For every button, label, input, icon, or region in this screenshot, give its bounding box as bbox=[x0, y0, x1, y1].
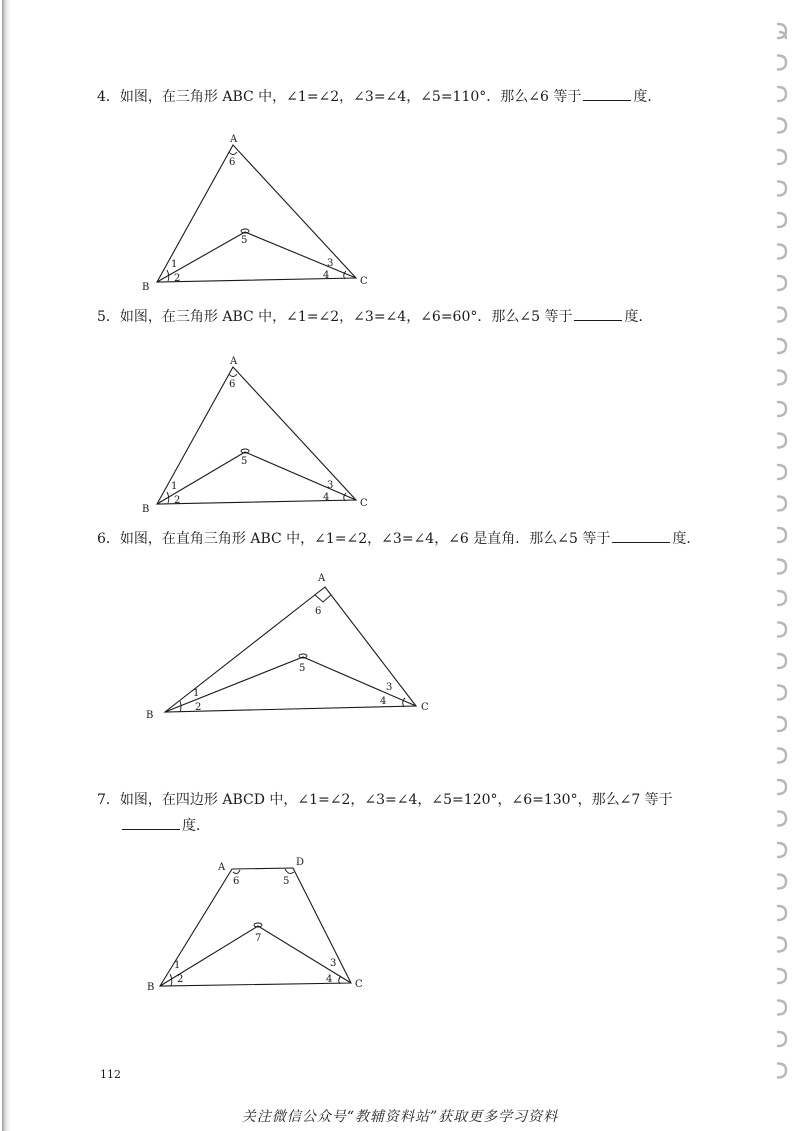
vertex-label-b: B bbox=[147, 982, 155, 993]
angle-label-4: 4 bbox=[326, 974, 333, 985]
figure-5 bbox=[140, 352, 380, 517]
binder-ring bbox=[778, 654, 786, 668]
vertex-label-c: C bbox=[360, 276, 368, 287]
binder-ring bbox=[778, 371, 786, 385]
binder-ring bbox=[778, 780, 786, 794]
angle-label-1: 1 bbox=[171, 259, 178, 270]
problem-7-answer-blank[interactable] bbox=[122, 815, 180, 830]
angle-arc-c bbox=[403, 698, 405, 707]
angle-label-1: 1 bbox=[193, 688, 200, 699]
binder-ring bbox=[778, 969, 786, 983]
angle-label-6: 6 bbox=[315, 606, 322, 617]
angle-label-2: 2 bbox=[174, 495, 181, 506]
angle-label-3: 3 bbox=[330, 958, 337, 969]
binder-ring bbox=[778, 150, 786, 164]
binder-ring bbox=[778, 245, 786, 259]
angle-label-3: 3 bbox=[327, 258, 334, 269]
vertex-label-c: C bbox=[421, 702, 429, 713]
binder-ring bbox=[778, 906, 786, 920]
binder-rings bbox=[760, 0, 800, 1131]
vertex-label-b: B bbox=[146, 710, 154, 721]
angle-label-2: 2 bbox=[174, 273, 181, 284]
angle-label-4: 4 bbox=[323, 270, 330, 281]
binder-ring bbox=[778, 591, 786, 605]
vertex-label-a: A bbox=[230, 134, 238, 145]
problem-5-answer-blank[interactable] bbox=[574, 306, 622, 321]
binder-ring bbox=[778, 402, 786, 416]
binder-ring bbox=[778, 339, 786, 353]
problem-4 bbox=[97, 86, 661, 107]
binder-ring bbox=[778, 434, 786, 448]
binder-ring bbox=[778, 497, 786, 511]
binder-ring bbox=[778, 119, 786, 133]
vertex-label-a: A bbox=[230, 356, 238, 367]
angle-label-4: 4 bbox=[380, 696, 387, 707]
binder-ring bbox=[778, 465, 786, 479]
angle-label-3: 3 bbox=[327, 480, 334, 491]
problem-6-unit: 度． bbox=[672, 531, 701, 547]
figure-4 bbox=[140, 130, 380, 295]
binder-ring bbox=[778, 308, 786, 322]
angle-label-5: 5 bbox=[241, 235, 248, 246]
angle-label-2: 2 bbox=[177, 974, 184, 985]
problem-7-text: 7．如图，在四边形 ABCD 中，∠1=∠2，∠3=∠4，∠5=120°，∠6=130°，那么∠7 等于 bbox=[97, 792, 673, 808]
angle-label-1: 1 bbox=[171, 481, 178, 492]
binder-ring bbox=[778, 1032, 786, 1046]
angle-arc-d bbox=[285, 869, 294, 873]
binder-ring bbox=[778, 717, 786, 731]
triangle-abc bbox=[165, 587, 416, 712]
angle-label-1: 1 bbox=[174, 960, 181, 971]
binder-ring bbox=[778, 686, 786, 700]
binder-ring bbox=[778, 812, 786, 826]
angle-label-3: 3 bbox=[386, 682, 393, 693]
binder-ring bbox=[778, 56, 786, 70]
binder-ring bbox=[778, 749, 786, 763]
problem-4-answer-blank[interactable] bbox=[583, 86, 631, 101]
binder-ring bbox=[778, 938, 786, 952]
problem-6-text: 6．如图，在直角三角形 ABC 中，∠1=∠2，∠3=∠4，∠6 是直角．那么∠5 等于 bbox=[97, 531, 611, 547]
angle-label-5: 5 bbox=[283, 876, 290, 887]
problem-6-answer-blank[interactable] bbox=[612, 528, 670, 543]
binder-ring bbox=[778, 182, 786, 196]
problem-7-answer-line bbox=[120, 815, 210, 836]
problem-4-unit: 度． bbox=[633, 89, 662, 105]
figure-7 bbox=[140, 852, 380, 997]
angle-label-6: 6 bbox=[229, 379, 236, 390]
right-angle-mark bbox=[315, 595, 331, 602]
problem-5-text: 5．如图，在三角形 ABC 中，∠1=∠2，∠3=∠4，∠6=60°．那么∠5 等于 bbox=[97, 309, 573, 325]
angle-label-7: 7 bbox=[255, 933, 262, 944]
binder-ring bbox=[778, 213, 786, 227]
vertex-label-a: A bbox=[318, 573, 326, 584]
angle-label-4: 4 bbox=[323, 492, 330, 503]
binder-ring bbox=[778, 623, 786, 637]
page-number: 112 bbox=[100, 1068, 121, 1081]
angle-arc-a bbox=[229, 152, 237, 155]
angle-label-5: 5 bbox=[241, 456, 248, 467]
angle-arc-a bbox=[233, 870, 240, 874]
vertex-label-b: B bbox=[142, 282, 150, 293]
binder-ring bbox=[778, 276, 786, 290]
binder-ring bbox=[778, 1001, 786, 1015]
problem-7 bbox=[97, 790, 673, 810]
binder-ring bbox=[778, 875, 786, 889]
binder-ring bbox=[778, 1064, 786, 1078]
angle-label-5: 5 bbox=[299, 663, 306, 674]
footer-notice: 关注微信公众号“教辅资料站”获取更多学习资料 bbox=[241, 1109, 559, 1125]
angle-label-2: 2 bbox=[195, 702, 202, 713]
figure-6 bbox=[140, 570, 440, 730]
page-edge bbox=[2, 0, 10, 1131]
vertex-label-d: D bbox=[296, 857, 305, 868]
vertex-label-c: C bbox=[355, 979, 363, 990]
problem-6 bbox=[97, 528, 700, 549]
problem-5-unit: 度． bbox=[624, 309, 653, 325]
vertex-label-b: B bbox=[142, 504, 150, 515]
binder-ring bbox=[778, 843, 786, 857]
bisector-lines bbox=[165, 657, 416, 712]
angle-arc-a bbox=[229, 374, 237, 377]
binder-ring bbox=[778, 87, 786, 101]
vertex-label-a: A bbox=[218, 862, 226, 873]
angle-label-6: 6 bbox=[229, 157, 236, 168]
binder-ring bbox=[778, 560, 786, 574]
problem-5 bbox=[97, 306, 652, 327]
angle-label-6: 6 bbox=[233, 876, 240, 887]
problem-4-text: 4．如图，在三角形 ABC 中，∠1=∠2，∠3=∠4，∠5=110°．那么∠6 等于 bbox=[97, 89, 582, 105]
vertex-label-c: C bbox=[360, 498, 368, 509]
binder-ring bbox=[778, 528, 786, 542]
problem-7-unit: 度． bbox=[182, 818, 210, 834]
